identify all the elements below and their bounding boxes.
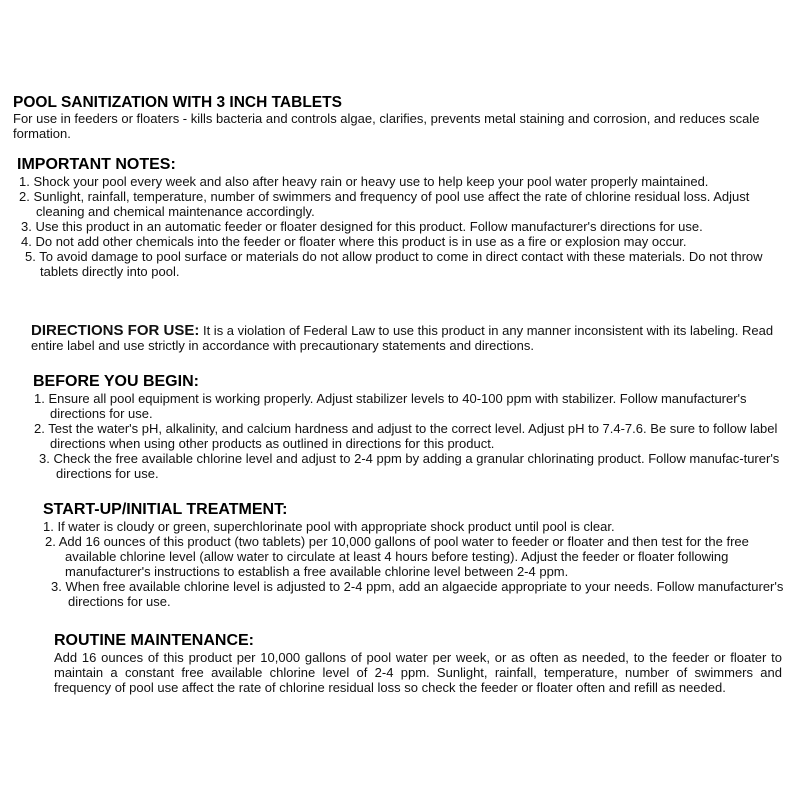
list-item [17,189,783,219]
before-you-begin-section [33,373,785,481]
item-number: 1. [34,391,45,406]
routine-text: Add 16 ounces of this product per 10,000 gallons of pool water per week, or as often as needed, to the feeder or floater to maintain a constant free available chlorine level of 2-4 ppm. Sunlight, rainfall, temperature, number of swimmers and frequency of pool use affect the rate of chlorine residual loss so check the feeder or floater often and refill as needed. [54,650,782,695]
directions-title: DIRECTIONS FOR USE: [31,322,200,339]
before-you-begin-list [33,391,785,481]
item-number: 3. [39,451,50,466]
list-item [17,219,783,234]
item-text: Test the water's pH, alkalinity, and calcium hardness and adjust to the correct level. Adjust pH to 7.4-7.6. Be sure to follow label directions when using other products as outlined in directions for this product. [48,421,778,451]
before-you-begin-title: BEFORE YOU BEGIN: [33,373,199,390]
routine-title: ROUTINE MAINTENANCE: [54,632,254,649]
list-item [33,421,785,451]
item-number: 3. [51,579,62,594]
list-item [33,451,785,481]
directions-section [31,323,783,353]
startup-list [43,519,785,609]
item-text: When free available chlorine level is adjusted to 2-4 ppm, add an algaecide appropriate to your needs. Follow manufacturer's directions for use. [65,579,784,609]
item-text: Check the free available chlorine level and adjust to 2-4 ppm by adding a granular chlorinating product. Follow manufac-turer's directions for use. [53,451,780,481]
item-text: If water is cloudy or green, superchlorinate pool with appropriate shock product until pool is clear. [57,519,615,534]
item-number: 3. [21,219,32,234]
list-item [17,249,783,279]
item-number: 4. [21,234,32,249]
item-number: 5. [25,249,36,264]
list-item [43,519,785,534]
item-number: 1. [19,174,30,189]
important-notes-list [17,174,783,279]
routine-section [54,632,782,695]
pool-sanitization-title: POOL SANITIZATION WITH 3 INCH TABLETS [13,94,342,111]
item-text: To avoid damage to pool surface or materials do not allow product to come in direct contact with these materials. Do not throw tablets directly into pool. [39,249,763,279]
list-item [43,534,785,579]
item-text: Sunlight, rainfall, temperature, number of swimmers and frequency of pool use affect the rate of chlorine residual loss. Adjust cleaning and chemical maintenance accordingly. [33,189,750,219]
list-item [17,174,783,189]
startup-section [43,501,785,609]
list-item [43,579,785,609]
item-text: Use this product in an automatic feeder or floater designed for this product. Follow manufacturer's directions for use. [35,219,703,234]
list-item [17,234,783,249]
important-notes-section [17,156,783,279]
item-text: Add 16 ounces of this product (two tablets) per 10,000 gallons of pool water to feeder or floater and then test for the free available chlorine level (allow water to circulate at least 4 hours before testing). Adjust the feeder or floater following manufacturer's instructions to establish a free available chlorine level between 2-4 ppm. [58,534,749,579]
item-text: Shock your pool every week and also after heavy rain or heavy use to help keep your pool water properly maintained. [33,174,709,189]
item-text: Ensure all pool equipment is working properly. Adjust stabilizer levels to 40-100 ppm with stabilizer. Follow manufacturer's directions for use. [48,391,747,421]
item-number: 2. [34,421,45,436]
item-number: 2. [19,189,30,204]
pool-sanitization-section [13,94,783,141]
pool-sanitization-text: For use in feeders or floaters - kills bacteria and controls algae, clarifies, prevents metal staining and corrosion, and reduces scale formation. [13,111,760,141]
item-number: 2. [45,534,56,549]
item-text: Do not add other chemicals into the feeder or floater where this product is in use as a fire or explosion may occur. [35,234,687,249]
directions-text: It is a violation of Federal Law to use this product in any manner inconsistent with its labeling. Read entire label and use strictly in accordance with precautionary statements and directions. [31,323,774,353]
important-notes-title: IMPORTANT NOTES: [17,156,176,173]
startup-title: START-UP/INITIAL TREATMENT: [43,501,288,518]
item-number: 1. [43,519,54,534]
list-item [33,391,785,421]
